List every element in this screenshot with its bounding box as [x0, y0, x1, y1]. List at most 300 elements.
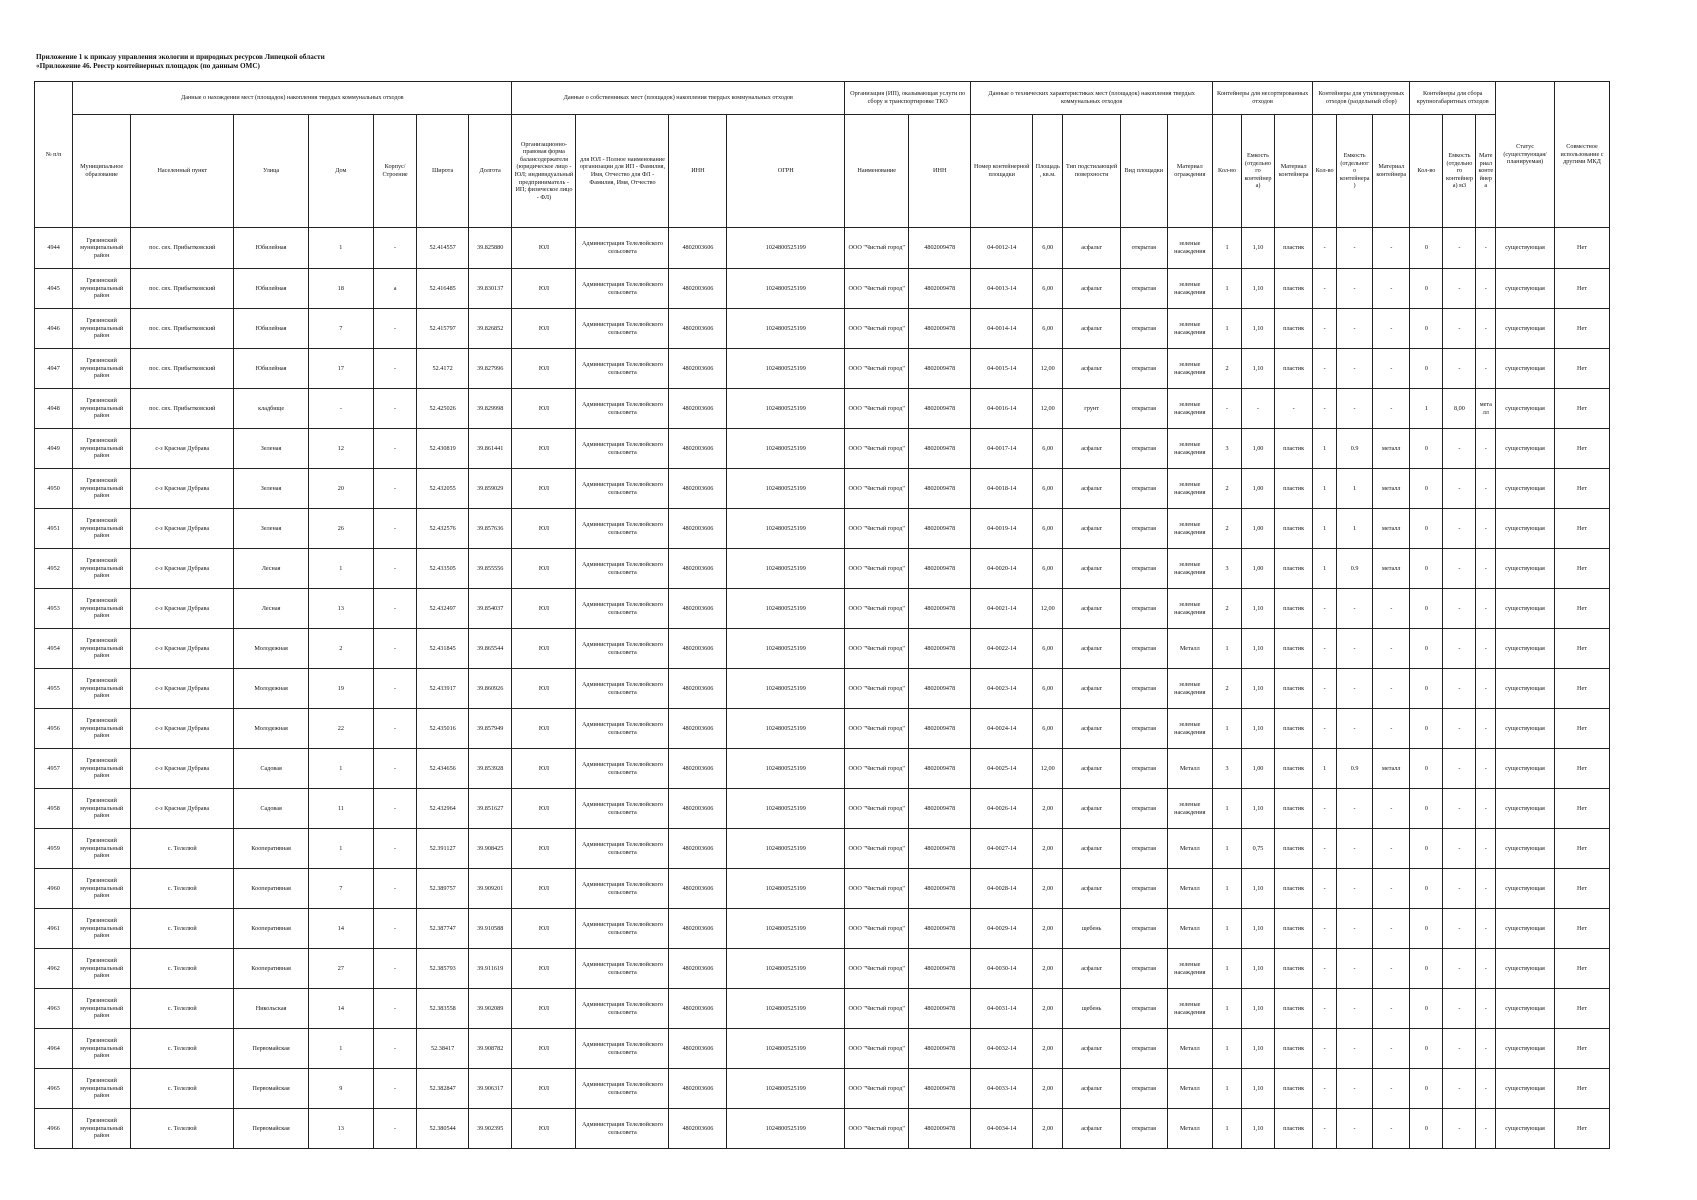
cell-org-form: ЮЛ	[512, 469, 576, 509]
table-row	[35, 629, 1610, 669]
cell-lon: 39.830137	[468, 269, 511, 309]
cell-site-no: 04-0022-14	[971, 629, 1033, 669]
cell-site-type: открытая	[1121, 629, 1168, 669]
cell-surface: асфальт	[1063, 829, 1121, 869]
cell-recycled-qty: -	[1313, 1069, 1337, 1109]
cell-street: Юбилейная	[234, 349, 308, 389]
cell-street: Молодежная	[234, 629, 308, 669]
cell-house: 11	[308, 789, 373, 829]
group-header-operator: Организация (ИП), оказывающая услуги по сбору и транспортировке ТКО	[845, 82, 971, 115]
table-row	[35, 228, 1610, 269]
cell-bulky-qty: 0	[1410, 269, 1443, 309]
cell-building: -	[373, 709, 416, 749]
cell-recycled-qty: -	[1313, 829, 1337, 869]
cell-recycled-material: металл	[1373, 549, 1410, 589]
cell-fence: Металл	[1167, 869, 1212, 909]
cell-lat: 52.387747	[417, 909, 469, 949]
cell-inn: 4802003606	[669, 1029, 727, 1069]
cell-lon: 39.860926	[468, 669, 511, 709]
cell-bulky-capacity: -	[1443, 749, 1476, 789]
cell-street: Зеленая	[234, 469, 308, 509]
cell-fence: зеленые насаждения	[1167, 589, 1212, 629]
cell-building: -	[373, 429, 416, 469]
cell-num: 4954	[35, 629, 73, 669]
cell-inn: 4802003606	[669, 549, 727, 589]
col-header-bulky-material: Материал контейнера	[1476, 115, 1496, 228]
cell-unsorted-capacity: 1,10	[1241, 309, 1274, 349]
cell-operator-name: ООО "Чистый город"	[845, 509, 909, 549]
cell-unsorted-material: пластик	[1275, 909, 1313, 949]
cell-owner-name: Администрация Телелюйского сельсовета	[576, 309, 669, 349]
cell-street: кладбище	[234, 389, 308, 429]
cell-building: -	[373, 869, 416, 909]
cell-recycled-material: металл	[1373, 749, 1410, 789]
cell-operator-inn: 4802009478	[909, 349, 971, 389]
cell-unsorted-material: пластик	[1275, 309, 1313, 349]
cell-area: 2,00	[1033, 949, 1063, 989]
cell-building: -	[373, 629, 416, 669]
cell-ogrn: 1024800525199	[727, 589, 845, 629]
cell-bulky-qty: 0	[1410, 549, 1443, 589]
cell-inn: 4802003606	[669, 789, 727, 829]
cell-site-no: 04-0027-14	[971, 829, 1033, 869]
cell-bulky-material: -	[1476, 949, 1496, 989]
cell-ogrn: 1024800525199	[727, 949, 845, 989]
cell-bulky-qty: 0	[1410, 949, 1443, 989]
cell-unsorted-capacity: 1,10	[1241, 1109, 1274, 1149]
cell-site-type: открытая	[1121, 829, 1168, 869]
cell-lon: 39.909201	[468, 869, 511, 909]
cell-operator-inn: 4802009478	[909, 949, 971, 989]
cell-unsorted-qty: 2	[1213, 589, 1242, 629]
cell-ogrn: 1024800525199	[727, 389, 845, 429]
cell-site-no: 04-0021-14	[971, 589, 1033, 629]
cell-recycled-capacity: 0.9	[1337, 549, 1373, 589]
col-header-unsorted-qty: Кол-во	[1213, 115, 1242, 228]
cell-unsorted-capacity: 1,10	[1241, 909, 1274, 949]
col-header-operator-inn: ИНН	[909, 115, 971, 228]
col-header-bulky-qty: Кол-во	[1410, 115, 1443, 228]
cell-lat: 52.416485	[417, 269, 469, 309]
cell-street: Молодежная	[234, 669, 308, 709]
cell-unsorted-capacity: 1,10	[1241, 589, 1274, 629]
cell-bulky-material: -	[1476, 709, 1496, 749]
cell-bulky-capacity: -	[1443, 549, 1476, 589]
cell-house: 26	[308, 509, 373, 549]
cell-unsorted-qty: 2	[1213, 469, 1242, 509]
cell-settlement: с-з Красная Дубрава	[131, 469, 234, 509]
cell-fence: зеленые насаждения	[1167, 469, 1212, 509]
cell-settlement: с-з Красная Дубрава	[131, 589, 234, 629]
cell-operator-name: ООО "Чистый город"	[845, 949, 909, 989]
cell-surface: асфальт	[1063, 669, 1121, 709]
cell-surface: асфальт	[1063, 589, 1121, 629]
cell-recycled-qty: -	[1313, 709, 1337, 749]
cell-site-no: 04-0014-14	[971, 309, 1033, 349]
cell-num: 4957	[35, 749, 73, 789]
cell-fence: Металл	[1167, 909, 1212, 949]
cell-bulky-qty: 1	[1410, 389, 1443, 429]
cell-unsorted-capacity: 1,10	[1241, 989, 1274, 1029]
cell-bulky-qty: 0	[1410, 349, 1443, 389]
cell-lat: 52.4172	[417, 349, 469, 389]
cell-recycled-material: -	[1373, 709, 1410, 749]
cell-surface: асфальт	[1063, 549, 1121, 589]
cell-num: 4956	[35, 709, 73, 749]
cell-settlement: с-з Красная Дубрава	[131, 509, 234, 549]
cell-num: 4947	[35, 349, 73, 389]
cell-surface: асфальт	[1063, 469, 1121, 509]
cell-shared: Нет	[1555, 749, 1610, 789]
cell-bulky-capacity: -	[1443, 1029, 1476, 1069]
cell-house: 9	[308, 1069, 373, 1109]
cell-operator-name: ООО "Чистый город"	[845, 1069, 909, 1109]
cell-surface: асфальт	[1063, 1029, 1121, 1069]
cell-unsorted-material: пластик	[1275, 429, 1313, 469]
cell-bulky-material: -	[1476, 669, 1496, 709]
cell-inn: 4802003606	[669, 389, 727, 429]
cell-unsorted-material: -	[1275, 389, 1313, 429]
cell-house: 20	[308, 469, 373, 509]
cell-recycled-qty: -	[1313, 349, 1337, 389]
group-header-unsorted: Контейнеры для несортированных отходов	[1213, 82, 1313, 115]
cell-unsorted-material: пластик	[1275, 1109, 1313, 1149]
cell-recycled-qty: -	[1313, 669, 1337, 709]
cell-site-no: 04-0032-14	[971, 1029, 1033, 1069]
cell-settlement: с-з Красная Дубрава	[131, 549, 234, 589]
cell-ogrn: 1024800525199	[727, 709, 845, 749]
cell-shared: Нет	[1555, 429, 1610, 469]
cell-settlement: пос. свх. Прибытковский	[131, 228, 234, 269]
cell-settlement: пос. свх. Прибытковский	[131, 349, 234, 389]
cell-ogrn: 1024800525199	[727, 1029, 845, 1069]
cell-ogrn: 1024800525199	[727, 269, 845, 309]
cell-lon: 39.827996	[468, 349, 511, 389]
cell-bulky-material: -	[1476, 869, 1496, 909]
cell-recycled-material: -	[1373, 909, 1410, 949]
cell-shared: Нет	[1555, 389, 1610, 429]
cell-surface: асфальт	[1063, 509, 1121, 549]
cell-settlement: с-з Красная Дубрава	[131, 749, 234, 789]
cell-recycled-capacity: -	[1337, 1109, 1373, 1149]
cell-municipality: Грязинский муниципальный район	[73, 629, 131, 669]
cell-bulky-qty: 0	[1410, 309, 1443, 349]
cell-surface: щебень	[1063, 989, 1121, 1029]
cell-site-type: открытая	[1121, 749, 1168, 789]
cell-status: существующая	[1496, 989, 1555, 1029]
cell-operator-name: ООО "Чистый город"	[845, 309, 909, 349]
cell-settlement: с-з Красная Дубрава	[131, 629, 234, 669]
cell-bulky-qty: 0	[1410, 429, 1443, 469]
cell-org-form: ЮЛ	[512, 1069, 576, 1109]
cell-operator-name: ООО "Чистый город"	[845, 469, 909, 509]
cell-operator-name: ООО "Чистый город"	[845, 269, 909, 309]
cell-area: 6,00	[1033, 429, 1063, 469]
cell-owner-name: Администрация Телелюйского сельсовета	[576, 949, 669, 989]
cell-recycled-material: -	[1373, 349, 1410, 389]
cell-operator-inn: 4802009478	[909, 228, 971, 269]
cell-area: 6,00	[1033, 469, 1063, 509]
cell-lat: 52.435016	[417, 709, 469, 749]
col-header-operator-name: Наименование	[845, 115, 909, 228]
cell-settlement: пос. свх. Прибытковский	[131, 389, 234, 429]
cell-house: 1	[308, 1029, 373, 1069]
cell-org-form: ЮЛ	[512, 1029, 576, 1069]
cell-unsorted-qty: 1	[1213, 1029, 1242, 1069]
cell-site-type: открытая	[1121, 909, 1168, 949]
cell-bulky-qty: 0	[1410, 509, 1443, 549]
cell-building: -	[373, 1029, 416, 1069]
cell-lat: 52.382847	[417, 1069, 469, 1109]
cell-operator-inn: 4802009478	[909, 629, 971, 669]
cell-num: 4944	[35, 228, 73, 269]
cell-org-form: ЮЛ	[512, 789, 576, 829]
cell-num: 4961	[35, 909, 73, 949]
col-header-org-form: Организационно-правовая форма балансодержателя (юридическое лицо - ЮЛ; индивидуальный предприниматель - ИП; физическое лицо - ФЛ)	[512, 115, 576, 228]
cell-unsorted-qty: 1	[1213, 228, 1242, 269]
cell-inn: 4802003606	[669, 869, 727, 909]
cell-recycled-qty: -	[1313, 269, 1337, 309]
cell-street: Лесная	[234, 549, 308, 589]
cell-bulky-capacity: -	[1443, 309, 1476, 349]
cell-lat: 52.432576	[417, 509, 469, 549]
cell-surface: щебень	[1063, 909, 1121, 949]
cell-lon: 39.854037	[468, 589, 511, 629]
cell-municipality: Грязинский муниципальный район	[73, 909, 131, 949]
cell-surface: асфальт	[1063, 309, 1121, 349]
cell-bulky-qty: 0	[1410, 709, 1443, 749]
cell-status: существующая	[1496, 829, 1555, 869]
cell-ogrn: 1024800525199	[727, 909, 845, 949]
cell-unsorted-qty: 1	[1213, 269, 1242, 309]
cell-unsorted-capacity: 1,10	[1241, 789, 1274, 829]
cell-surface: асфальт	[1063, 789, 1121, 829]
cell-site-no: 04-0026-14	[971, 789, 1033, 829]
cell-unsorted-capacity: 1,10	[1241, 669, 1274, 709]
cell-area: 2,00	[1033, 789, 1063, 829]
cell-recycled-qty: -	[1313, 789, 1337, 829]
cell-status: существующая	[1496, 629, 1555, 669]
cell-house: 7	[308, 869, 373, 909]
table-row	[35, 1069, 1610, 1109]
cell-owner-name: Администрация Телелюйского сельсовета	[576, 589, 669, 629]
cell-bulky-material: -	[1476, 989, 1496, 1029]
cell-area: 12,00	[1033, 589, 1063, 629]
cell-street: Юбилейная	[234, 309, 308, 349]
cell-unsorted-qty: 3	[1213, 549, 1242, 589]
cell-building: -	[373, 509, 416, 549]
cell-bulky-qty: 0	[1410, 749, 1443, 789]
cell-house: 14	[308, 989, 373, 1029]
cell-house: 19	[308, 669, 373, 709]
cell-owner-name: Администрация Телелюйского сельсовета	[576, 789, 669, 829]
cell-unsorted-material: пластик	[1275, 228, 1313, 269]
cell-operator-inn: 4802009478	[909, 1069, 971, 1109]
cell-inn: 4802003606	[669, 829, 727, 869]
cell-surface: асфальт	[1063, 749, 1121, 789]
cell-fence: зеленые насаждения	[1167, 429, 1212, 469]
cell-shared: Нет	[1555, 509, 1610, 549]
cell-org-form: ЮЛ	[512, 349, 576, 389]
cell-surface: грунт	[1063, 389, 1121, 429]
cell-bulky-capacity: -	[1443, 1069, 1476, 1109]
cell-unsorted-material: пластик	[1275, 589, 1313, 629]
cell-org-form: ЮЛ	[512, 429, 576, 469]
cell-shared: Нет	[1555, 1069, 1610, 1109]
cell-settlement: с-з Красная Дубрава	[131, 709, 234, 749]
cell-recycled-capacity: -	[1337, 789, 1373, 829]
cell-house: 13	[308, 589, 373, 629]
cell-site-type: открытая	[1121, 269, 1168, 309]
cell-bulky-material: -	[1476, 789, 1496, 829]
cell-municipality: Грязинский муниципальный район	[73, 949, 131, 989]
cell-recycled-capacity: 1	[1337, 469, 1373, 509]
cell-status: существующая	[1496, 1029, 1555, 1069]
cell-operator-inn: 4802009478	[909, 909, 971, 949]
cell-recycled-qty: -	[1313, 1029, 1337, 1069]
cell-building: -	[373, 749, 416, 789]
cell-building: -	[373, 349, 416, 389]
cell-owner-name: Администрация Телелюйского сельсовета	[576, 469, 669, 509]
cell-site-type: открытая	[1121, 589, 1168, 629]
cell-unsorted-qty: 3	[1213, 429, 1242, 469]
cell-org-form: ЮЛ	[512, 509, 576, 549]
cell-status: существующая	[1496, 228, 1555, 269]
cell-operator-name: ООО "Чистый город"	[845, 869, 909, 909]
cell-bulky-material: -	[1476, 309, 1496, 349]
cell-unsorted-capacity: 1,00	[1241, 509, 1274, 549]
col-header-recycled-capacity: Емкость (отдельного контейнера)	[1337, 115, 1373, 228]
cell-recycled-qty: -	[1313, 909, 1337, 949]
cell-unsorted-material: пластик	[1275, 1069, 1313, 1109]
cell-bulky-qty: 0	[1410, 669, 1443, 709]
cell-unsorted-capacity: 1,10	[1241, 228, 1274, 269]
col-header-unsorted-capacity: Емкость (отдельного контейнера)	[1241, 115, 1274, 228]
cell-fence: Металл	[1167, 1109, 1212, 1149]
col-header-area: Площадь, кв.м.	[1033, 115, 1063, 228]
table-row	[35, 469, 1610, 509]
cell-fence: зеленые насаждения	[1167, 309, 1212, 349]
cell-owner-name: Администрация Телелюйского сельсовета	[576, 669, 669, 709]
cell-recycled-capacity: -	[1337, 869, 1373, 909]
cell-num: 4960	[35, 869, 73, 909]
cell-operator-inn: 4802009478	[909, 869, 971, 909]
cell-site-no: 04-0012-14	[971, 228, 1033, 269]
cell-unsorted-capacity: 1,10	[1241, 949, 1274, 989]
cell-num: 4963	[35, 989, 73, 1029]
cell-surface: асфальт	[1063, 709, 1121, 749]
cell-bulky-material: -	[1476, 469, 1496, 509]
cell-org-form: ЮЛ	[512, 829, 576, 869]
table-row	[35, 789, 1610, 829]
cell-recycled-capacity: -	[1337, 228, 1373, 269]
table-row	[35, 869, 1610, 909]
cell-unsorted-qty: 1	[1213, 1109, 1242, 1149]
cell-lon: 39.857636	[468, 509, 511, 549]
cell-status: существующая	[1496, 509, 1555, 549]
cell-org-form: ЮЛ	[512, 989, 576, 1029]
cell-municipality: Грязинский муниципальный район	[73, 589, 131, 629]
cell-bulky-material: -	[1476, 429, 1496, 469]
col-header-lat: Широта	[417, 115, 469, 228]
cell-unsorted-material: пластик	[1275, 549, 1313, 589]
cell-org-form: ЮЛ	[512, 549, 576, 589]
cell-bulky-material: -	[1476, 509, 1496, 549]
cell-owner-name: Администрация Телелюйского сельсовета	[576, 269, 669, 309]
col-header-unsorted-material: Материал контейнера	[1275, 115, 1313, 228]
cell-unsorted-qty: -	[1213, 389, 1242, 429]
cell-ogrn: 1024800525199	[727, 749, 845, 789]
cell-house: 13	[308, 1109, 373, 1149]
cell-fence: зеленые насаждения	[1167, 669, 1212, 709]
cell-lon: 39.906317	[468, 1069, 511, 1109]
cell-street: Кооперативная	[234, 949, 308, 989]
cell-fence: зеленые насаждения	[1167, 789, 1212, 829]
cell-unsorted-capacity: 1,00	[1241, 549, 1274, 589]
cell-bulky-qty: 0	[1410, 228, 1443, 269]
cell-bulky-material: -	[1476, 909, 1496, 949]
cell-shared: Нет	[1555, 869, 1610, 909]
cell-bulky-qty: 0	[1410, 909, 1443, 949]
cell-unsorted-capacity: 1,10	[1241, 1069, 1274, 1109]
cell-house: 2	[308, 629, 373, 669]
cell-house: 27	[308, 949, 373, 989]
cell-recycled-capacity: -	[1337, 589, 1373, 629]
cell-site-no: 04-0023-14	[971, 669, 1033, 709]
cell-operator-name: ООО "Чистый город"	[845, 549, 909, 589]
cell-shared: Нет	[1555, 269, 1610, 309]
cell-operator-name: ООО "Чистый город"	[845, 1109, 909, 1149]
cell-fence: зеленые насаждения	[1167, 709, 1212, 749]
cell-site-no: 04-0033-14	[971, 1069, 1033, 1109]
cell-recycled-capacity: -	[1337, 1069, 1373, 1109]
cell-fence: Металл	[1167, 829, 1212, 869]
cell-lat: 52.380544	[417, 1109, 469, 1149]
cell-street: Первомайская	[234, 1109, 308, 1149]
cell-site-no: 04-0020-14	[971, 549, 1033, 589]
cell-recycled-material: -	[1373, 949, 1410, 989]
cell-operator-inn: 4802009478	[909, 829, 971, 869]
cell-settlement: с-з Красная Дубрава	[131, 789, 234, 829]
cell-site-type: открытая	[1121, 309, 1168, 349]
cell-unsorted-material: пластик	[1275, 829, 1313, 869]
cell-house: 12	[308, 429, 373, 469]
cell-shared: Нет	[1555, 469, 1610, 509]
cell-site-type: открытая	[1121, 709, 1168, 749]
cell-status: существующая	[1496, 869, 1555, 909]
cell-unsorted-capacity: 1,10	[1241, 269, 1274, 309]
cell-recycled-capacity: -	[1337, 949, 1373, 989]
group-header-location: Данные о нахождении мест (площадок) накопления твердых коммунальных отходов	[73, 82, 512, 115]
cell-area: 6,00	[1033, 509, 1063, 549]
cell-bulky-qty: 0	[1410, 1069, 1443, 1109]
cell-recycled-material: -	[1373, 789, 1410, 829]
cell-street: Садовая	[234, 749, 308, 789]
table-row	[35, 429, 1610, 469]
cell-status: существующая	[1496, 309, 1555, 349]
cell-fence: Металл	[1167, 749, 1212, 789]
cell-recycled-qty: -	[1313, 949, 1337, 989]
cell-building: -	[373, 1109, 416, 1149]
cell-recycled-capacity: -	[1337, 1029, 1373, 1069]
cell-shared: Нет	[1555, 989, 1610, 1029]
cell-site-no: 04-0013-14	[971, 269, 1033, 309]
cell-operator-inn: 4802009478	[909, 749, 971, 789]
cell-bulky-material: -	[1476, 589, 1496, 629]
cell-operator-inn: 4802009478	[909, 709, 971, 749]
cell-lon: 39.853928	[468, 749, 511, 789]
cell-fence: зеленые насаждения	[1167, 509, 1212, 549]
